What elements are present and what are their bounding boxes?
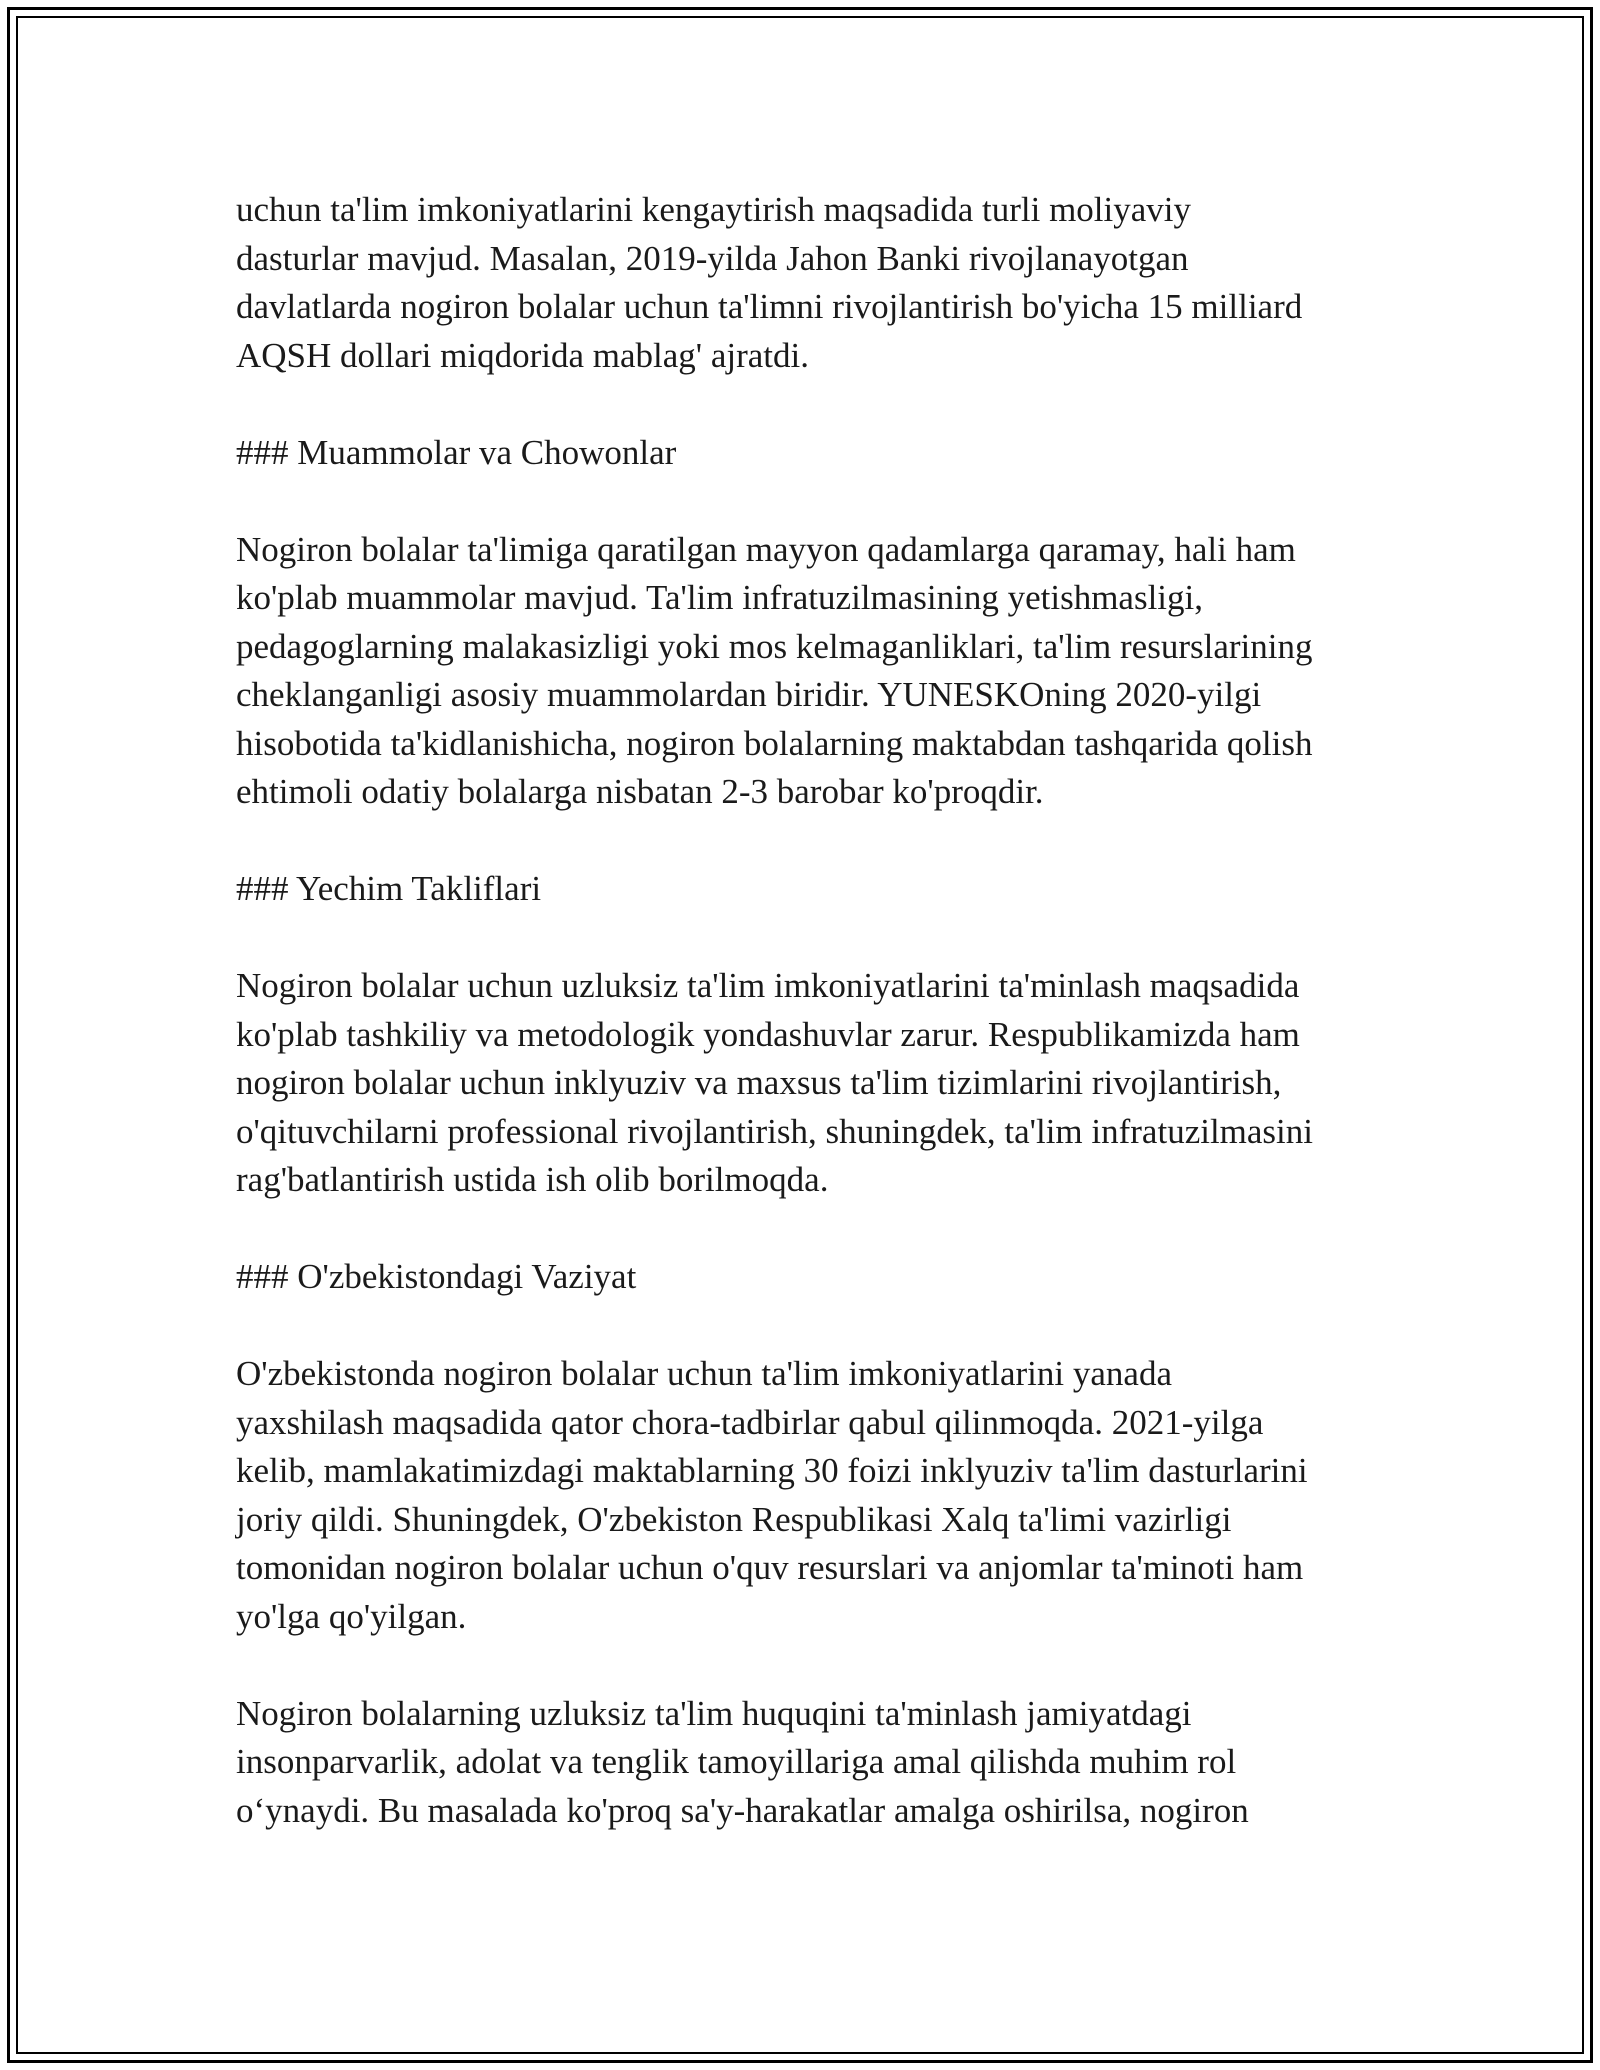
text-line: Nogiron bolalar ta'limiga qaratilgan mayyon qadamlarga qaramay, hali ham [236, 529, 1296, 569]
text-line: O'zbekistonda nogiron bolalar uchun ta'lim imkoniyatlarini yanada [236, 1354, 1172, 1393]
text-line: rag'batlantirish ustida ish olib borilmoqda. [236, 1160, 829, 1199]
heading-solutions [236, 865, 1376, 914]
text-line: ehtimoli odatiy bolalarga nisbatan 2-3 barobar ko'proqdir. [236, 772, 1044, 811]
text-line: ko'plab muammolar mavjud. Ta'lim infratuzilmasining yetishmasligi, [236, 578, 1203, 617]
heading-problems [236, 429, 1376, 478]
text-line: kelib, mamlakatimizdagi maktablarning 30 foizi inklyuziv ta'lim dasturlarini [236, 1451, 1308, 1490]
heading-text: ### Yechim Takliflari [236, 869, 542, 908]
heading-text: ### Muammolar va Chowonlar [236, 432, 677, 472]
text-line: o‘ynaydi. Bu masalada ko'proq sa'y-harakatlar amalga oshirilsa, nogiron [236, 1790, 1249, 1830]
paragraph-problems [236, 526, 1376, 817]
text-line: cheklanganligi asosiy muammolardan biridir. YUNESKOning 2020-yilgi [236, 675, 1262, 714]
paragraph-solutions [236, 962, 1376, 1205]
text-line: joriy qildi. Shuningdek, O'zbekiston Respublikasi Xalq ta'limi vazirligi [236, 1499, 1232, 1539]
text-line: AQSH dollari miqdorida mablag' ajratdi. [236, 335, 809, 375]
heading-text: ### O'zbekistondagi Vaziyat [236, 1257, 637, 1296]
text-line: yaxshilash maqsadida qator chora-tadbirlar qabul qilinmoqda. 2021-yilga [236, 1402, 1264, 1442]
text-line: tomonidan nogiron bolalar uchun o'quv resurslari va anjomlar ta'minoti ham [236, 1548, 1304, 1587]
text-line: ko'plab tashkiliy va metodologik yondashuvlar zarur. Respublikamizda ham [236, 1014, 1300, 1054]
heading-uzbekistan [236, 1253, 1376, 1302]
text-line: pedagoglarning malakasizligi yoki mos kelmaganliklari, ta'lim resurslarining [236, 626, 1313, 666]
text-line: Nogiron bolalar uchun uzluksiz ta'lim imkoniyatlarini ta'minlash maqsadida [236, 966, 1300, 1005]
text-line: uchun ta'lim imkoniyatlarini kengaytirish maqsadida turli moliyaviy [236, 190, 1192, 229]
text-line: davlatlarda nogiron bolalar uchun ta'limni rivojlantirish bo'yicha 15 milliard [236, 287, 1303, 326]
text-line: yo'lga qo'yilgan. [236, 1596, 467, 1636]
text-line: hisobotida ta'kidlanishicha, nogiron bolalarning maktabdan tashqarida qolish [236, 723, 1313, 763]
text-line: nogiron bolalar uchun inklyuziv va maxsus ta'lim tizimlarini rivojlantirish, [236, 1063, 1282, 1102]
text-line: Nogiron bolalarning uzluksiz ta'lim huquqini ta'minlash jamiyatdagi [236, 1693, 1192, 1733]
paragraph-funding [236, 186, 1376, 380]
paragraph-uzbekistan [236, 1350, 1376, 1641]
document-body [236, 186, 1376, 1884]
text-line: o'qituvchilarni professional rivojlantirish, shuningdek, ta'lim infratuzilmasini [236, 1111, 1314, 1151]
text-line: insonparvarlik, adolat va tenglik tamoyillariga amal qilishda muhim rol [236, 1742, 1237, 1781]
paragraph-conclusion [236, 1690, 1376, 1836]
text-line: dasturlar mavjud. Masalan, 2019-yilda Jahon Banki rivojlanayotgan [236, 238, 1189, 278]
